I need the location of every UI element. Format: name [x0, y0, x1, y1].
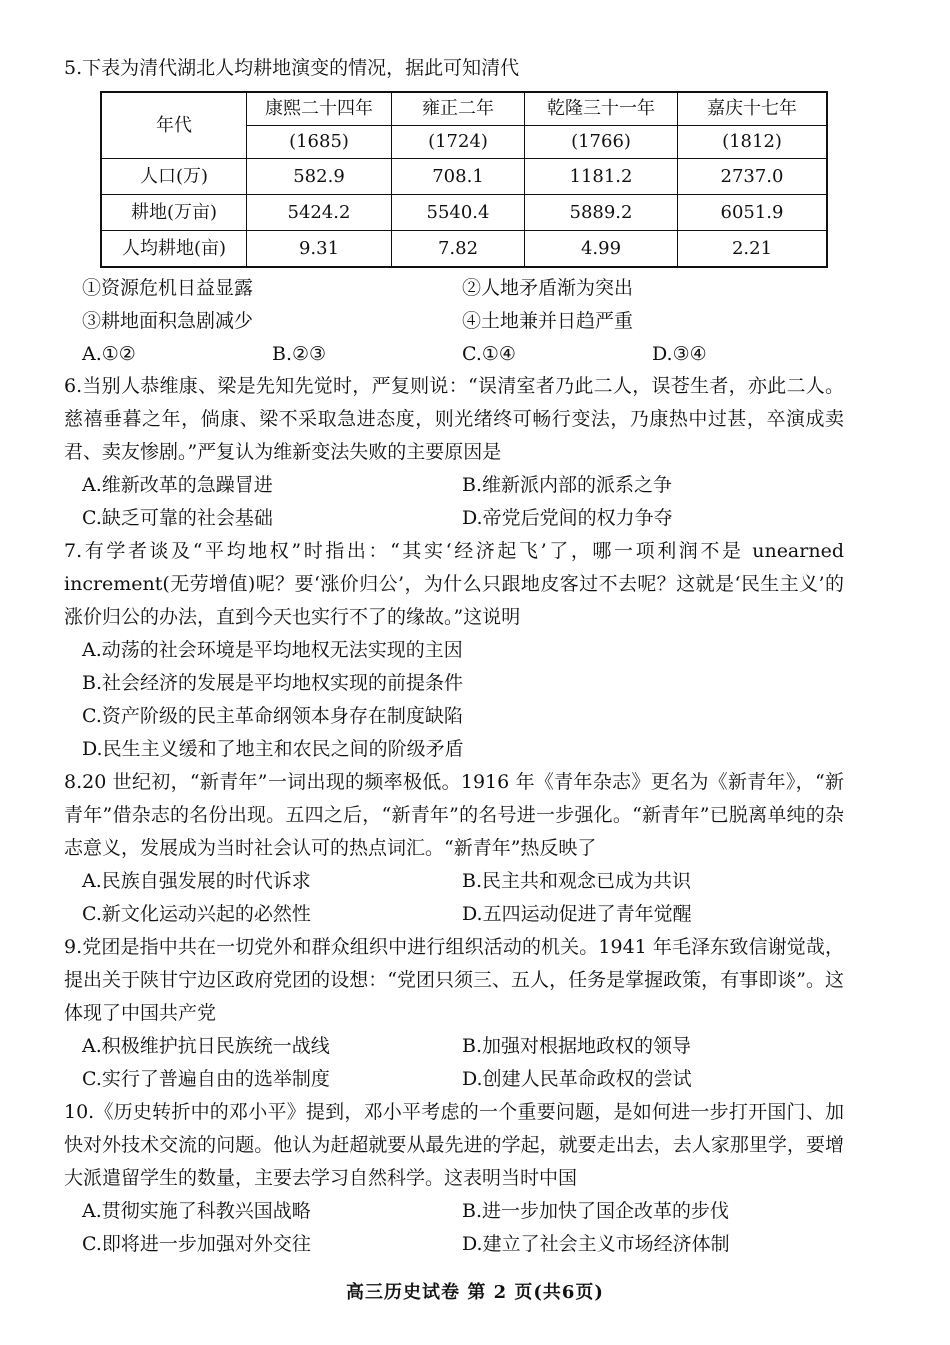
table-row [101, 231, 827, 268]
option-b: B.社会经济的发展是平均地权实现的前提条件 [82, 672, 464, 694]
question-10 [64, 1096, 844, 1261]
option-c: C.①④ [462, 343, 516, 365]
question-6-stem: 6.当别人恭维康、梁是先知先觉时，严复则说：“误清室者乃此二人，误苍生者，亦此二人。慈禧垂暮之年，倘康、梁不采取急进态度，则光绪终可畅行变法，乃康热中过甚，卒演成卖君、卖友惨剧。”严复认为维新变法失败的主要原因是 [64, 375, 844, 463]
farmland-table [100, 91, 828, 268]
option-c: C.即将进一步加强对外交往 [82, 1233, 311, 1255]
question-5-options [64, 338, 844, 371]
question-7-stem: 7.有学者谈及“平均地权”时指出：“其实‘经济起飞’了，哪一项利润不是 unearned increment(无劳增值)呢？要‘涨价归公’，为什么只跟地皮客过不去呢？这就是‘民生主义’的涨价归公的办法，直到今天也实行不了的缘故。”这说明 [64, 540, 844, 628]
table-cell: 7.82 [392, 231, 525, 268]
table-row [101, 195, 827, 231]
table-cell: 582.9 [247, 159, 392, 195]
question-8-options-row-2 [64, 898, 844, 931]
option-c: C.新文化运动兴起的必然性 [82, 903, 311, 925]
question-7 [64, 535, 844, 766]
option-c: C.实行了普遍自由的选举制度 [82, 1068, 330, 1090]
option-a: A.贯彻实施了科教兴国战略 [82, 1200, 311, 1222]
table-cell: 9.31 [247, 231, 392, 268]
table-row-label: 人口(万) [101, 159, 247, 195]
table-year-1685: (1685) [247, 126, 392, 159]
option-c: C.缺乏可靠的社会基础 [82, 507, 273, 529]
option-a: A.动荡的社会环境是平均地权无法实现的主因 [82, 639, 463, 661]
question-5-items-row-2 [64, 305, 844, 338]
table-cell: 5889.2 [525, 195, 678, 231]
option-d: D.③④ [652, 343, 707, 365]
table-cell: 6051.9 [678, 195, 828, 231]
table-header-kangxi: 康熙二十四年 [247, 92, 392, 126]
option-a: A.积极维护抗日民族统一战线 [82, 1035, 330, 1057]
table-cell: 1181.2 [525, 159, 678, 195]
table-year-1766: (1766) [525, 126, 678, 159]
option-d: D.建立了社会主义市场经济体制 [462, 1233, 730, 1255]
item-3: ③耕地面积急剧减少 [82, 310, 254, 332]
question-5-stem: 5.下表为清代湖北人均耕地演变的情况，据此可知清代 [64, 57, 520, 79]
question-9-options-row-2 [64, 1063, 844, 1096]
table-year-1812: (1812) [678, 126, 828, 159]
question-10-options-row-2 [64, 1228, 844, 1261]
option-d: D.民生主义缓和了地主和农民之间的阶级矛盾 [82, 738, 464, 760]
question-6-options-row-2 [64, 502, 844, 535]
option-a: A.维新改革的急躁冒进 [82, 474, 273, 496]
option-b: B.民主共和观念已成为共识 [462, 870, 692, 892]
option-b: B.加强对根据地政权的领导 [462, 1035, 692, 1057]
option-c: C.资产阶级的民主革命纲领本身存在制度缺陷 [82, 705, 463, 727]
question-10-options-row-1 [64, 1195, 844, 1228]
question-9-stem: 9.党团是指中共在一切党外和群众组织中进行组织活动的机关。1941 年毛泽东致信谢觉哉，提出关于陕甘宁边区政府党团的设想：“党团只须三、五人，任务是掌握政策，有事即谈”。这体现了中国共产党 [64, 936, 844, 1024]
question-8-stem: 8.20 世纪初，“新青年”一词出现的频率极低。1916 年《青年杂志》更名为《新青年》，“新青年”借杂志的名份出现。五四之后，“新青年”的名号进一步强化。“新青年”已脱离单纯的杂志意义，发展成为当时社会认可的热点词汇。“新青年”热反映了 [64, 771, 844, 859]
table-row [101, 159, 827, 195]
option-a: A.民族自强发展的时代诉求 [82, 870, 311, 892]
question-8-options-row-1 [64, 865, 844, 898]
table-row-label: 耕地(万亩) [101, 195, 247, 231]
option-d: D.五四运动促进了青年觉醒 [462, 903, 692, 925]
table-cell: 5424.2 [247, 195, 392, 231]
table-header-era: 年代 [101, 92, 247, 159]
question-9-options-row-1 [64, 1030, 844, 1063]
table-year-1724: (1724) [392, 126, 525, 159]
option-b: B.进一步加快了国企改革的步伐 [462, 1200, 730, 1222]
question-5 [64, 52, 844, 371]
item-4: ④土地兼并日趋严重 [462, 310, 634, 332]
question-6-options-row-1 [64, 469, 844, 502]
option-b: B.②③ [272, 343, 327, 365]
option-a: A.①② [82, 343, 136, 365]
table-cell: 5540.4 [392, 195, 525, 231]
question-10-stem: 10.《历史转折中的邓小平》提到，邓小平考虑的一个重要问题，是如何进一步打开国门、加快对外技术交流的问题。他认为赶超就要从最先进的学起，就要走出去，去人家那里学，要增大派遣留学生的数量，主要去学习自然科学。这表明当时中国 [64, 1101, 844, 1189]
table-header-qianlong: 乾隆三十一年 [525, 92, 678, 126]
table-cell: 2.21 [678, 231, 828, 268]
option-d: D.帝党后党间的权力争夺 [462, 507, 673, 529]
item-1: ①资源危机日益显露 [82, 277, 254, 299]
table-cell: 708.1 [392, 159, 525, 195]
question-6 [64, 370, 844, 535]
table-cell: 4.99 [525, 231, 678, 268]
item-2: ②人地矛盾渐为突出 [462, 277, 634, 299]
question-8 [64, 766, 844, 931]
page-footer: 高三历史试卷 第 2 页(共6页) [346, 1282, 604, 1303]
table-header-jiaqing: 嘉庆十七年 [678, 92, 828, 126]
option-b: B.维新派内部的派系之争 [462, 474, 673, 496]
question-5-items-row-1 [64, 272, 844, 305]
table-header-yongzheng: 雍正二年 [392, 92, 525, 126]
table-row-label: 人均耕地(亩) [101, 231, 247, 268]
table-cell: 2737.0 [678, 159, 828, 195]
option-d: D.创建人民革命政权的尝试 [462, 1068, 692, 1090]
question-9 [64, 931, 844, 1096]
